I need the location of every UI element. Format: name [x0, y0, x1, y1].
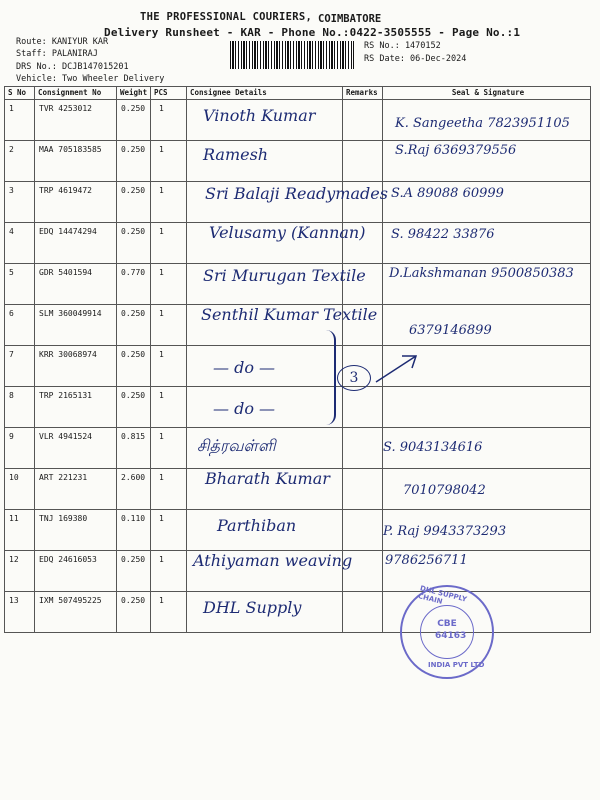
row-pcs — [151, 428, 187, 469]
staff: Staff: PALANIRAJ — [16, 49, 98, 59]
row-signature — [383, 469, 591, 510]
stamp-code: CBE 64163 — [435, 619, 467, 641]
row-consignee — [187, 182, 388, 223]
col-pcs: PCS — [151, 87, 187, 100]
table-row — [5, 264, 591, 305]
weight-value: 0.250 — [121, 145, 146, 154]
row-consignee — [187, 469, 343, 510]
table-row — [5, 223, 591, 264]
row-remarks — [343, 592, 383, 633]
row-sno — [5, 223, 35, 264]
consignee-handwriting: Velusamy (Kannan) — [209, 223, 366, 242]
row-pcs — [151, 387, 187, 428]
sno-value: 11 — [9, 514, 19, 523]
row-remarks — [343, 182, 383, 223]
consignment-value: EDQ 14474294 — [39, 227, 97, 236]
weight-value: 0.250 — [121, 309, 146, 318]
sno-value: 10 — [9, 473, 19, 482]
row-weight — [117, 469, 151, 510]
company-stamp — [400, 585, 494, 679]
consignment-value: ART 221231 — [39, 473, 88, 482]
row-consignment — [35, 592, 117, 633]
vehicle: Vehicle: Two Wheeler Delivery — [16, 74, 165, 84]
row-pcs — [151, 223, 187, 264]
weight-value: 0.250 — [121, 186, 146, 195]
row-sno — [5, 100, 35, 141]
consignee-handwriting: Bharath Kumar — [205, 469, 330, 488]
consignee-handwriting: Athiyaman weaving — [193, 551, 353, 570]
consignee-handwriting: Vinoth Kumar — [203, 106, 316, 125]
pcs-value: 1 — [159, 268, 164, 277]
weight-value: 0.770 — [121, 268, 146, 277]
table-row — [5, 182, 591, 223]
row-consignment — [35, 264, 117, 305]
row-signature — [383, 223, 591, 264]
consignee-handwriting: — do — — [213, 399, 276, 418]
consignment-value: TRP 4619472 — [39, 186, 92, 195]
pcs-value: 1 — [159, 145, 164, 154]
signature-handwriting: 7010798042 — [403, 483, 486, 498]
weight-value: 0.250 — [121, 596, 146, 605]
row-signature — [383, 100, 591, 141]
row-pcs — [151, 141, 187, 182]
sno-value: 13 — [9, 596, 19, 605]
row-consignee — [187, 264, 366, 305]
rs-number: RS No.: 1470152 — [364, 41, 441, 51]
row-signature — [383, 182, 591, 223]
table-header-row — [5, 87, 591, 100]
consignment-value: VLR 4941524 — [39, 432, 92, 441]
signature-handwriting: 6379146899 — [409, 323, 492, 338]
table-row — [5, 346, 591, 387]
row-sno — [5, 264, 35, 305]
row-consignee — [187, 223, 366, 264]
signature-handwriting: S. 9043134616 — [383, 440, 483, 455]
company-name: THE PROFESSIONAL COURIERS, — [140, 11, 313, 23]
col-weight: Weight — [117, 87, 151, 100]
row-sno — [5, 141, 35, 182]
signature-handwriting: P. Raj 9943373293 — [383, 524, 507, 539]
weight-value: 0.250 — [121, 391, 146, 400]
row-signature — [383, 305, 591, 346]
row-remarks — [343, 141, 383, 182]
row-weight — [117, 387, 151, 428]
row-weight — [117, 223, 151, 264]
row-sno — [5, 592, 35, 633]
row-sno — [5, 469, 35, 510]
sno-value: 3 — [9, 186, 14, 195]
consignment-value: TVR 4253012 — [39, 104, 92, 113]
company-city: COIMBATORE — [318, 13, 382, 25]
row-consignee — [187, 592, 343, 633]
row-remarks — [343, 428, 383, 469]
sno-value: 9 — [9, 432, 14, 441]
pcs-value: 1 — [159, 227, 164, 236]
rs-date: RS Date: 06-Dec-2024 — [364, 54, 467, 64]
row-consignment — [35, 305, 117, 346]
row-consignment — [35, 100, 117, 141]
row-sno — [5, 428, 35, 469]
signature-handwriting: S. 98422 33876 — [391, 227, 495, 242]
sno-value: 6 — [9, 309, 14, 318]
row-pcs — [151, 592, 187, 633]
row-weight — [117, 551, 151, 592]
consignment-value: IXM 507495225 — [39, 596, 102, 605]
consignee-handwriting: DHL Supply — [203, 598, 302, 617]
weight-value: 0.250 — [121, 104, 146, 113]
row-consignment — [35, 346, 117, 387]
row-remarks — [343, 100, 383, 141]
row-weight — [117, 428, 151, 469]
row-consignment — [35, 223, 117, 264]
row-remarks — [343, 510, 383, 551]
row-consignee — [187, 551, 353, 592]
row-pcs — [151, 264, 187, 305]
table-row — [5, 141, 591, 182]
table-row — [5, 551, 591, 592]
stamp-bottom-text: INDIA PVT LTD — [428, 661, 485, 669]
table-row — [5, 100, 591, 141]
table-row — [5, 469, 591, 510]
consignment-value: EDQ 24616053 — [39, 555, 97, 564]
row-weight — [117, 346, 151, 387]
runsheet-title: Delivery Runsheet - KAR - Phone No.:0422-3505555 - Page No.:1 — [104, 26, 521, 39]
consignee-handwriting: — do — — [213, 358, 276, 377]
row-signature — [383, 428, 591, 469]
row-pcs — [151, 510, 187, 551]
table-row — [5, 305, 591, 346]
consignee-handwriting: Senthil Kumar Textile — [201, 305, 378, 324]
row-consignment — [35, 387, 117, 428]
row-sno — [5, 346, 35, 387]
signature-handwriting: S.Raj 6369379556 — [395, 143, 517, 158]
runsheet-header — [0, 0, 600, 86]
row-pcs — [151, 305, 187, 346]
row-pcs — [151, 100, 187, 141]
pcs-value: 1 — [159, 186, 164, 195]
table-row — [5, 592, 591, 633]
row-consignee — [187, 510, 343, 551]
pcs-value: 1 — [159, 104, 164, 113]
sno-value: 12 — [9, 555, 19, 564]
sno-value: 7 — [9, 350, 14, 359]
consignment-value: MAA 705183585 — [39, 145, 102, 154]
consignee-handwriting: Sri Balaji Readymades — [205, 184, 388, 203]
row-consignment — [35, 469, 117, 510]
row-signature — [383, 387, 591, 428]
signature-handwriting: 9786256711 — [385, 553, 468, 568]
row-weight — [117, 182, 151, 223]
pcs-value: 1 — [159, 555, 164, 564]
row-pcs — [151, 469, 187, 510]
row-sno — [5, 510, 35, 551]
row-weight — [117, 305, 151, 346]
consignment-value: SLM 360049914 — [39, 309, 102, 318]
barcode — [230, 41, 354, 69]
signature-handwriting: S.A 89088 60999 — [391, 186, 504, 201]
table-row — [5, 387, 591, 428]
signature-handwriting: D.Lakshmanan 9500850383 — [389, 266, 574, 281]
row-consignment — [35, 551, 117, 592]
sno-value: 1 — [9, 104, 14, 113]
row-weight — [117, 592, 151, 633]
row-weight — [117, 264, 151, 305]
row-remarks — [343, 469, 383, 510]
table-row — [5, 428, 591, 469]
bracket-mark — [320, 330, 336, 425]
weight-value: 0.815 — [121, 432, 146, 441]
pcs-value: 1 — [159, 596, 164, 605]
col-seal: Seal & Signature — [383, 87, 591, 100]
pcs-value: 1 — [159, 391, 164, 400]
table-row — [5, 510, 591, 551]
consignee-handwriting: Sri Murugan Textile — [203, 266, 366, 285]
row-remarks — [343, 551, 383, 592]
row-pcs — [151, 346, 187, 387]
runsheet-table — [4, 86, 591, 633]
row-consignee — [187, 141, 343, 182]
consignee-handwriting: சித்ரவள்ளி — [197, 436, 276, 455]
pcs-value: 1 — [159, 432, 164, 441]
col-sno: S No — [5, 87, 35, 100]
signature-handwriting: K. Sangeetha 7823951105 — [395, 116, 570, 131]
col-consignment: Consignment No — [35, 87, 117, 100]
sno-value: 8 — [9, 391, 14, 400]
weight-value: 0.110 — [121, 514, 146, 523]
weight-value: 2.600 — [121, 473, 146, 482]
row-signature — [383, 264, 591, 305]
row-weight — [117, 141, 151, 182]
row-consignment — [35, 182, 117, 223]
consignee-handwriting: Ramesh — [203, 145, 269, 164]
sno-value: 4 — [9, 227, 14, 236]
consignment-value: GDR 5401594 — [39, 268, 92, 277]
pcs-value: 1 — [159, 473, 164, 482]
row-pcs — [151, 551, 187, 592]
row-signature — [383, 141, 591, 182]
consignment-value: KRR 30068974 — [39, 350, 97, 359]
col-consignee: Consignee Details — [187, 87, 343, 100]
consignment-value: TRP 2165131 — [39, 391, 92, 400]
row-sno — [5, 551, 35, 592]
row-pcs — [151, 182, 187, 223]
weight-value: 0.250 — [121, 350, 146, 359]
stamp-inner-ring — [420, 605, 474, 659]
row-remarks — [343, 223, 383, 264]
row-sno — [5, 305, 35, 346]
drs-number: DRS No.: DCJB147015201 — [16, 62, 129, 72]
consignee-handwriting: Parthiban — [217, 516, 297, 535]
row-remarks — [343, 305, 383, 346]
sno-value: 2 — [9, 145, 14, 154]
row-signature — [383, 551, 591, 592]
row-consignment — [35, 141, 117, 182]
stamp-top-text: DHL SUPPLY CHAIN — [417, 584, 468, 606]
row-weight — [117, 510, 151, 551]
col-remarks: Remarks — [343, 87, 383, 100]
row-consignee — [187, 428, 343, 469]
route: Route: KANIYUR KAR — [16, 37, 109, 47]
row-signature — [383, 510, 591, 551]
row-sno — [5, 182, 35, 223]
pcs-value: 1 — [159, 514, 164, 523]
pcs-value: 1 — [159, 350, 164, 359]
row-consignment — [35, 510, 117, 551]
row-remarks — [343, 264, 383, 305]
arrow-mark — [372, 350, 424, 386]
pcs-value: 1 — [159, 309, 164, 318]
circled-number: 3 — [337, 365, 371, 391]
row-remarks — [343, 387, 383, 428]
row-consignee — [187, 100, 343, 141]
row-consignment — [35, 428, 117, 469]
row-sno — [5, 387, 35, 428]
row-weight — [117, 100, 151, 141]
consignment-value: TNJ 169380 — [39, 514, 88, 523]
weight-value: 0.250 — [121, 555, 146, 564]
sno-value: 5 — [9, 268, 14, 277]
weight-value: 0.250 — [121, 227, 146, 236]
